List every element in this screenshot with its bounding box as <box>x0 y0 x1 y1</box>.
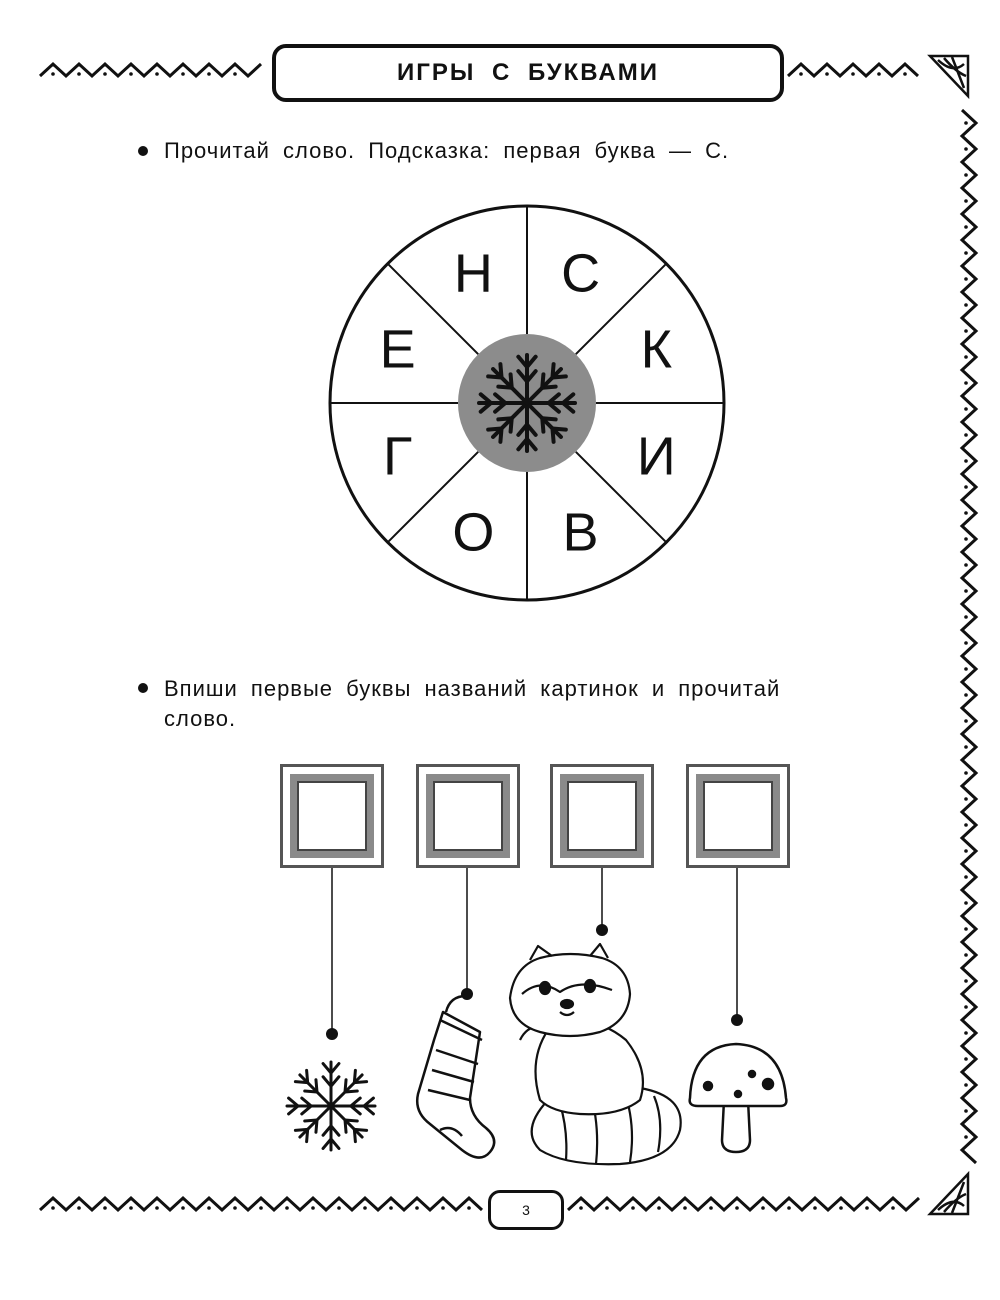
wheel-letter: К <box>640 319 673 380</box>
wheel-letter: Г <box>383 426 413 487</box>
wheel-letter: И <box>636 426 676 487</box>
raccoon-icon <box>510 944 681 1164</box>
task2-instruction-line1: Впиши первые буквы названий картинок и прочитай <box>164 676 781 701</box>
wheel-letter: Н <box>453 243 493 304</box>
page-number: 3 <box>522 1202 530 1218</box>
wheel-letter: В <box>562 502 599 563</box>
mushroom-icon <box>690 1044 787 1152</box>
task1-instruction: Прочитай слово. Подсказка: первая буква — С. <box>164 138 730 163</box>
wheel-letter: О <box>452 502 495 563</box>
page-title: ИГРЫ С БУКВАМИ <box>397 59 659 86</box>
task2-instruction-line2: слово. <box>164 706 237 731</box>
wheel-letter: С <box>561 243 601 304</box>
page-number-box <box>488 1190 564 1230</box>
snowflake-icon <box>287 1062 375 1150</box>
stocking-icon <box>417 996 494 1158</box>
wheel-letter: Е <box>379 319 416 380</box>
